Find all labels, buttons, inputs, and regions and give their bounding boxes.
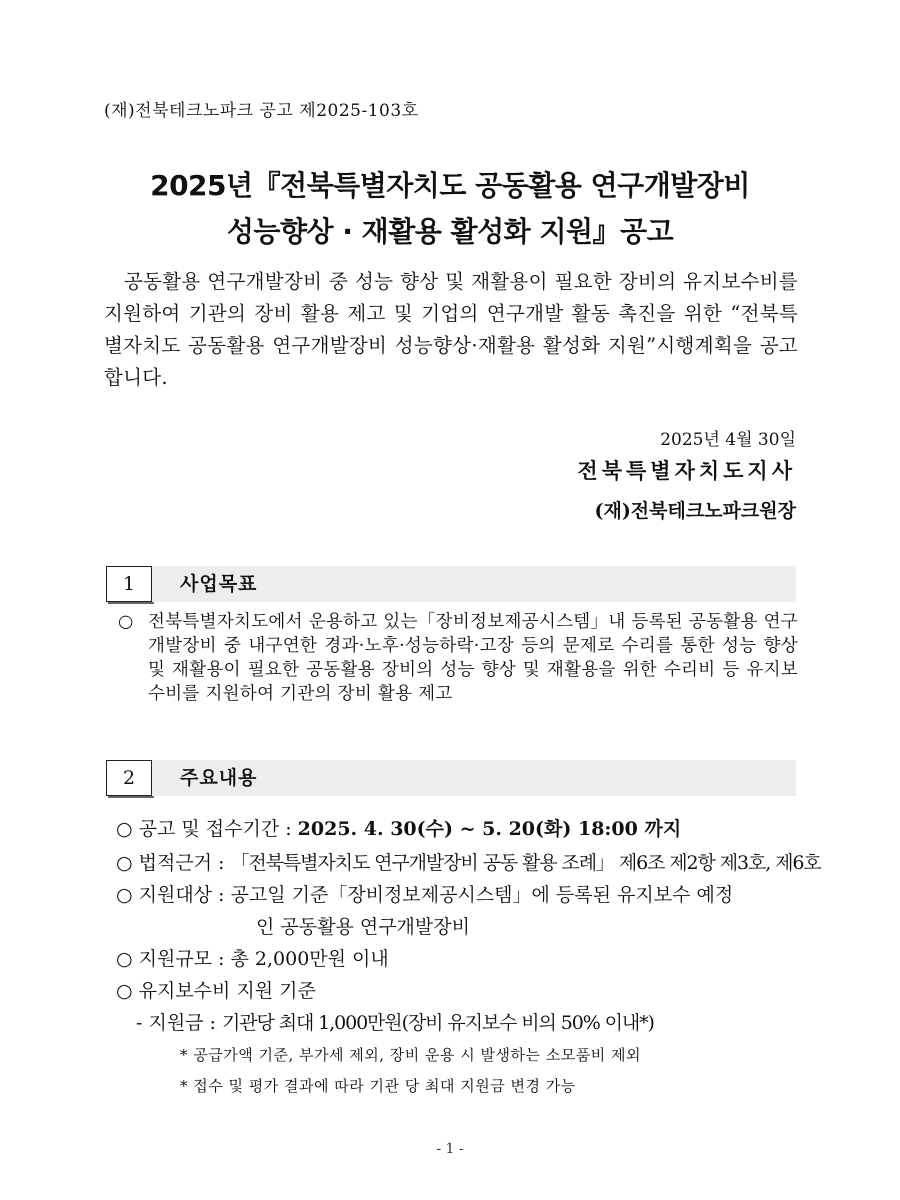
issuer-governor: 전북특별자치도지사 <box>577 458 796 483</box>
section-1-number: 1 <box>106 566 152 602</box>
section-2-title: 주요내용 <box>180 767 258 789</box>
section-1-body <box>118 610 798 706</box>
title-line-2: 성능향상 · 재활용 활성화 지원』공고 <box>226 215 674 248</box>
amount-item <box>136 1008 654 1035</box>
basis-label: ○ 법적근거 : <box>116 852 231 874</box>
target-value-2: 인 공동활용 연구개발장비 <box>256 916 470 938</box>
note-2: * 접수 및 평가 결과에 따라 기관 당 최대 지원금 변경 가능 <box>180 1077 576 1095</box>
title-line-1: 2025년『전북특별자치도 공동활용 연구개발장비 <box>150 169 750 202</box>
period-value: 2025. 4. 30(수) ~ 5. 20(화) 18:00 까지 <box>297 818 682 840</box>
notice-number: (재)전북테크노파크 공고 제2025-103호 <box>104 101 419 121</box>
amount-value: 기관당 최대 1,000만원(장비 유지보수 비의 50% 이내*) <box>222 1012 654 1034</box>
amount-label: - 지원금 : <box>136 1012 223 1034</box>
section-2-number: 2 <box>106 760 152 796</box>
issuer-technopark: (재)전북테크노파크원장 <box>594 500 796 522</box>
standard-item: ○ 유지보수비 지원 기준 <box>116 980 316 1002</box>
basis-value: 「전북특별자치도 연구개발장비 공동 활용 조례」 제6조 제2항 제3호, 제6호 <box>230 852 821 874</box>
scale-item: ○ 지원규모 : 총 2,000만원 이내 <box>116 948 389 970</box>
period-label: ○ 공고 및 접수기간 : <box>116 818 298 840</box>
period-item <box>116 814 681 841</box>
page-number: - 1 - <box>436 1141 464 1157</box>
section-2-header <box>152 760 796 796</box>
section-1-title: 사업목표 <box>180 573 258 595</box>
target-value-1: 공고일 기준「장비정보제공시스템」에 등록된 유지보수 예정 <box>230 884 734 906</box>
intro-paragraph: 공동활용 연구개발장비 중 성능 향상 및 재활용이 필요한 장비의 유지보수비를 지원하여 기관의 장비 활용 제고 및 기업의 연구개발 활동 촉진을 위한 “전북특별자치도 공동활용 연구개발장비 성능향상·재활용 활성화 지원”시행계획을 공고합니다. <box>104 270 798 389</box>
circle-bullet-icon: ○ <box>118 612 134 632</box>
target-label: ○ 지원대상 : <box>116 884 231 906</box>
note-1: * 공급가액 기준, 부가세 제외, 장비 운용 시 발생하는 소모품비 제외 <box>180 1046 641 1064</box>
announcement-date: 2025년 4월 30일 <box>660 430 796 450</box>
basis-item <box>116 848 821 875</box>
purpose-text: 전북특별자치도에서 운용하고 있는「장비정보제공시스템」내 등록된 공동활용 연구개발장비 중 내구연한 경과·노후·성능하락·고장 등의 문제로 수리를 통한 성능 향상 및 재활용이 필요한 공동활용 장비의 성능 향상 및 재활용을 위한 수리비 등 유지보수비를 지원하여 기관의 장비 활용 제고 <box>148 612 798 704</box>
target-item <box>116 880 733 907</box>
section-1-header <box>152 566 796 602</box>
